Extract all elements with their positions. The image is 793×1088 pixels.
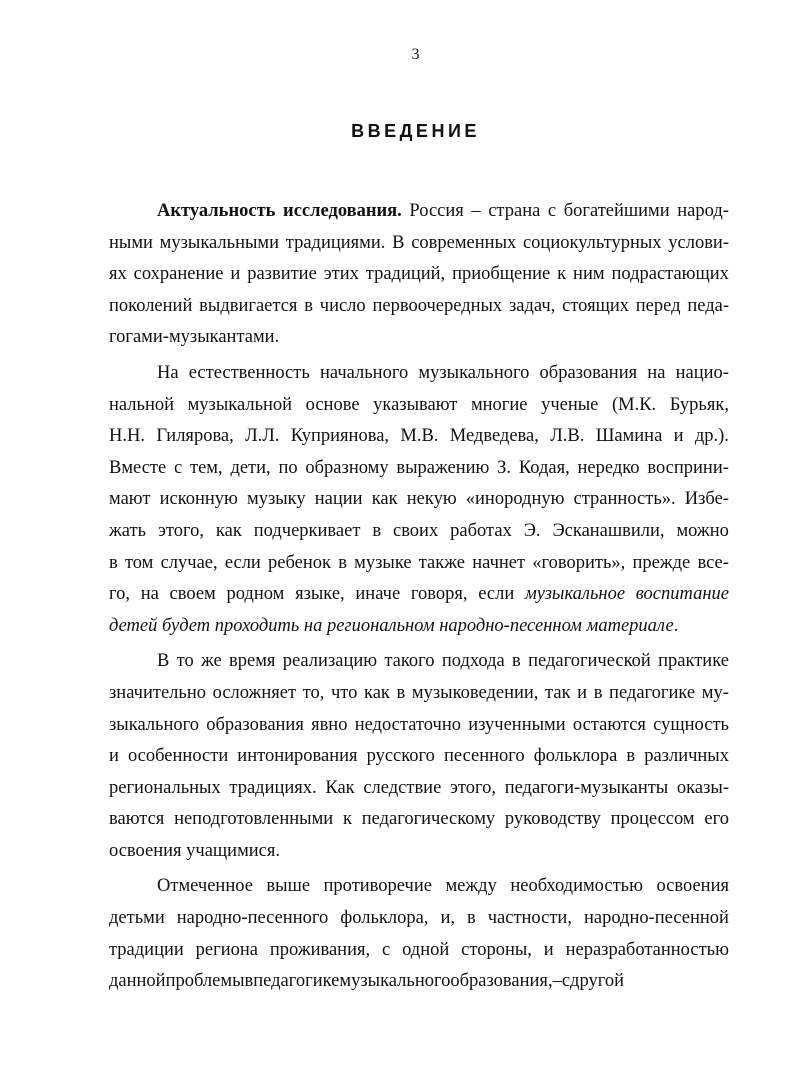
word: страна — [488, 201, 541, 221]
word: ях — [109, 264, 127, 285]
word: Э. — [523, 520, 541, 541]
word: гогами-музыкантами. — [109, 327, 280, 348]
word: в — [304, 295, 313, 316]
word: все- — [697, 552, 729, 573]
word: основе — [305, 394, 360, 415]
word: том — [124, 552, 154, 573]
word: фольклора, — [340, 908, 429, 929]
word: прежде — [632, 552, 691, 573]
word: практике — [658, 651, 729, 672]
word: этих — [323, 264, 359, 285]
text-line — [109, 935, 729, 967]
text-line — [109, 259, 729, 291]
word: частности, — [487, 908, 572, 929]
word: странность». — [573, 489, 676, 510]
word: сохранение — [133, 264, 224, 285]
word: «инородную — [465, 489, 565, 510]
word: го, — [109, 584, 131, 605]
word: нередко — [577, 457, 640, 478]
word: музыку — [246, 489, 306, 510]
word: первоочередных — [372, 295, 503, 316]
word: ваются — [109, 809, 165, 830]
word: остаются — [572, 714, 646, 735]
word: работах — [450, 520, 512, 541]
word: детей будет проходить на региональном народно-песенном материале — [109, 615, 674, 636]
word: нальной — [109, 394, 174, 415]
word: неразработанностью — [565, 939, 729, 960]
word: явно — [311, 714, 348, 735]
word: традициями. — [285, 232, 386, 253]
word: восприни- — [647, 457, 729, 478]
word: социокультурных — [522, 232, 662, 253]
text-line — [109, 611, 729, 643]
word: с — [547, 201, 557, 221]
word: традиции — [109, 939, 184, 960]
word: подхода — [441, 651, 505, 672]
word: с — [174, 457, 183, 478]
word: проблемы — [165, 971, 245, 992]
word: На — [157, 362, 179, 383]
word: то, — [302, 682, 325, 703]
word: оказы- — [676, 777, 729, 798]
word: что — [330, 682, 358, 703]
word: Актуальность — [157, 201, 276, 221]
word: выражению — [396, 457, 490, 478]
word: между — [445, 876, 497, 897]
word: его — [704, 809, 729, 830]
word: такого — [384, 651, 435, 672]
word: реализацию — [282, 651, 378, 672]
word: и — [109, 746, 119, 767]
word: процессом — [610, 809, 695, 830]
word: естественность — [188, 362, 310, 383]
word: данной — [109, 971, 166, 992]
word: приобщение — [452, 264, 551, 285]
text-line — [109, 390, 729, 422]
word: так — [545, 682, 571, 703]
word: и — [543, 939, 554, 960]
word: по — [278, 457, 298, 478]
word: педагогике — [253, 971, 340, 992]
word: музыкального — [339, 971, 451, 992]
word: Л.Л. — [245, 426, 280, 447]
text-line — [109, 453, 729, 485]
word: исконную — [159, 489, 238, 510]
word: как — [371, 489, 398, 510]
word: нацио- — [675, 362, 729, 383]
word: нации — [314, 489, 363, 510]
text-line — [109, 196, 729, 228]
word: и, — [440, 908, 455, 929]
word: региональных — [109, 777, 221, 798]
word: значительно — [109, 682, 206, 703]
word: на — [140, 584, 159, 605]
word: ными — [109, 232, 153, 253]
word: . — [673, 615, 679, 636]
word: выдвигается — [199, 295, 298, 316]
word: изученными — [468, 714, 566, 735]
word: др.). — [694, 426, 729, 447]
word: Избе- — [684, 489, 729, 510]
word: задач, — [508, 295, 556, 316]
word: в — [626, 746, 636, 767]
word: этого, — [157, 520, 204, 541]
text-line — [109, 966, 729, 998]
word: Л.В. — [550, 426, 585, 447]
word: русского — [366, 746, 435, 767]
word: современных — [411, 232, 517, 253]
word: начнет — [472, 552, 526, 573]
text-line — [109, 228, 729, 260]
text-line — [109, 804, 729, 836]
text-line — [109, 548, 729, 580]
word: песенного — [444, 746, 525, 767]
word: жать — [109, 520, 147, 541]
word: Вместе — [109, 457, 167, 478]
text-line — [109, 484, 729, 516]
word: мают — [109, 489, 151, 510]
word: в — [338, 552, 347, 573]
word: народно-песенного — [176, 908, 329, 929]
word: народ- — [677, 201, 729, 221]
word: музыковедении, — [411, 682, 539, 703]
word: – — [552, 971, 562, 992]
word: Кодая, — [518, 457, 570, 478]
word: в — [396, 682, 406, 703]
word: подчеркивает — [253, 520, 361, 541]
word: в — [109, 552, 118, 573]
word: З. — [497, 457, 512, 478]
word: в — [466, 908, 476, 929]
word: Эсканашвили, — [552, 520, 665, 541]
word: педагогике — [609, 682, 696, 703]
word: В — [392, 232, 405, 253]
word: своем — [169, 584, 216, 605]
section-heading: ВВЕДЕНИЕ — [351, 121, 480, 141]
text-line — [109, 773, 729, 805]
word: то — [176, 651, 194, 672]
text-line — [109, 322, 729, 354]
word: педагоги-музыканты — [504, 777, 669, 798]
word: перед — [635, 295, 681, 316]
word: детьми — [109, 908, 165, 929]
word: руководству — [504, 809, 601, 830]
word: му- — [701, 682, 729, 703]
word: поколений — [109, 295, 193, 316]
word: с — [382, 939, 391, 960]
word: неподготовленными — [174, 809, 334, 830]
word: исследования. — [283, 201, 402, 221]
word: и — [577, 682, 588, 703]
word: иначе — [355, 584, 401, 605]
word: как — [364, 682, 390, 703]
word: педа- — [687, 295, 729, 316]
text-line — [109, 710, 729, 742]
word: время — [229, 651, 276, 672]
word: начального — [319, 362, 409, 383]
text-line — [109, 516, 729, 548]
word: осложняет — [212, 682, 297, 703]
word: своих — [392, 520, 439, 541]
body-text — [109, 196, 729, 998]
word: Медведева, — [449, 426, 539, 447]
word: В — [157, 651, 170, 672]
word: Гилярова, — [156, 426, 234, 447]
word: стоящих — [562, 295, 629, 316]
word: и — [230, 264, 241, 285]
word: традициях. — [229, 777, 317, 798]
word: в — [593, 682, 603, 703]
word: следствие — [363, 777, 442, 798]
word: музыкального — [418, 362, 530, 383]
word: ученые — [541, 394, 599, 415]
word: одной — [402, 939, 450, 960]
text-line — [109, 871, 729, 903]
word: – — [471, 201, 481, 221]
word: Как — [325, 777, 355, 798]
paragraph — [109, 646, 729, 867]
word: указывают — [373, 394, 458, 415]
word: языке, — [295, 584, 345, 605]
text-line — [109, 421, 729, 453]
word: народно-песенной — [583, 908, 729, 929]
word: освоения — [656, 876, 729, 897]
word: противоречие — [323, 876, 432, 897]
text-line — [109, 291, 729, 323]
word: Бурьяк, — [669, 394, 729, 415]
word: региона — [195, 939, 258, 960]
text-line — [109, 678, 729, 710]
word: образования — [206, 714, 304, 735]
word: «говорить», — [532, 552, 626, 573]
word: проживания, — [269, 939, 371, 960]
text-line — [109, 741, 729, 773]
word: музыке — [354, 552, 412, 573]
word: другой — [570, 971, 624, 992]
word: число — [319, 295, 366, 316]
word: случае, — [160, 552, 218, 573]
word: музыкальной — [187, 394, 293, 415]
word: богатейшими — [563, 201, 670, 221]
word: различных — [644, 746, 729, 767]
word: образования, — [450, 971, 553, 992]
word: этого, — [449, 777, 497, 798]
word: ребенок — [268, 552, 331, 573]
word: если — [224, 552, 261, 573]
text-line — [109, 579, 729, 611]
word: в — [512, 651, 521, 672]
word: педагогической — [528, 651, 651, 672]
word: ним — [573, 264, 605, 285]
word: же — [201, 651, 222, 672]
word: как — [215, 520, 242, 541]
text-line — [109, 903, 729, 935]
text-line — [109, 358, 729, 390]
word: недостаточно — [354, 714, 461, 735]
word: образования — [539, 362, 638, 383]
word: говоря, — [410, 584, 468, 605]
word: интонирования — [237, 746, 358, 767]
word: в — [372, 520, 382, 541]
word: (М.К. — [611, 394, 657, 415]
word: услови- — [668, 232, 729, 253]
word: также — [418, 552, 466, 573]
word: на — [647, 362, 666, 383]
word: и — [673, 426, 684, 447]
word: Россия — [409, 201, 464, 221]
text-line — [109, 836, 729, 868]
paragraph — [109, 358, 729, 642]
word: педагогическому — [361, 809, 496, 830]
word: музыкальное — [524, 584, 626, 605]
word: развитие — [247, 264, 317, 285]
word: родном — [226, 584, 285, 605]
word: можно — [676, 520, 729, 541]
paragraph — [109, 196, 729, 354]
word: подрастающих — [611, 264, 729, 285]
word: Шамина — [595, 426, 663, 447]
word: Отмеченное — [157, 876, 253, 897]
word: некую — [406, 489, 457, 510]
word: Куприянова, — [290, 426, 390, 447]
word: фольклора — [533, 746, 618, 767]
word: тем, — [190, 457, 223, 478]
word: с — [561, 971, 571, 992]
word: музыкальными — [159, 232, 280, 253]
word: сущность — [653, 714, 729, 735]
word: зыкального — [109, 714, 200, 735]
word: М.В. — [400, 426, 439, 447]
text-line — [109, 646, 729, 678]
word: многие — [470, 394, 528, 415]
word: воспитание — [635, 584, 729, 605]
word: особенности — [127, 746, 229, 767]
word: стороны, — [461, 939, 532, 960]
word: традиций, — [365, 264, 446, 285]
word: необходимостью — [510, 876, 643, 897]
word: образному — [305, 457, 389, 478]
word: дети, — [230, 457, 271, 478]
word: к — [342, 809, 352, 830]
word: если — [478, 584, 515, 605]
word: Н.Н. — [109, 426, 145, 447]
page-number: 3 — [411, 46, 420, 63]
word: к — [557, 264, 567, 285]
word: в — [244, 971, 254, 992]
paragraph — [109, 871, 729, 997]
word: освоения учащимися. — [109, 840, 281, 861]
word: выше — [266, 876, 311, 897]
